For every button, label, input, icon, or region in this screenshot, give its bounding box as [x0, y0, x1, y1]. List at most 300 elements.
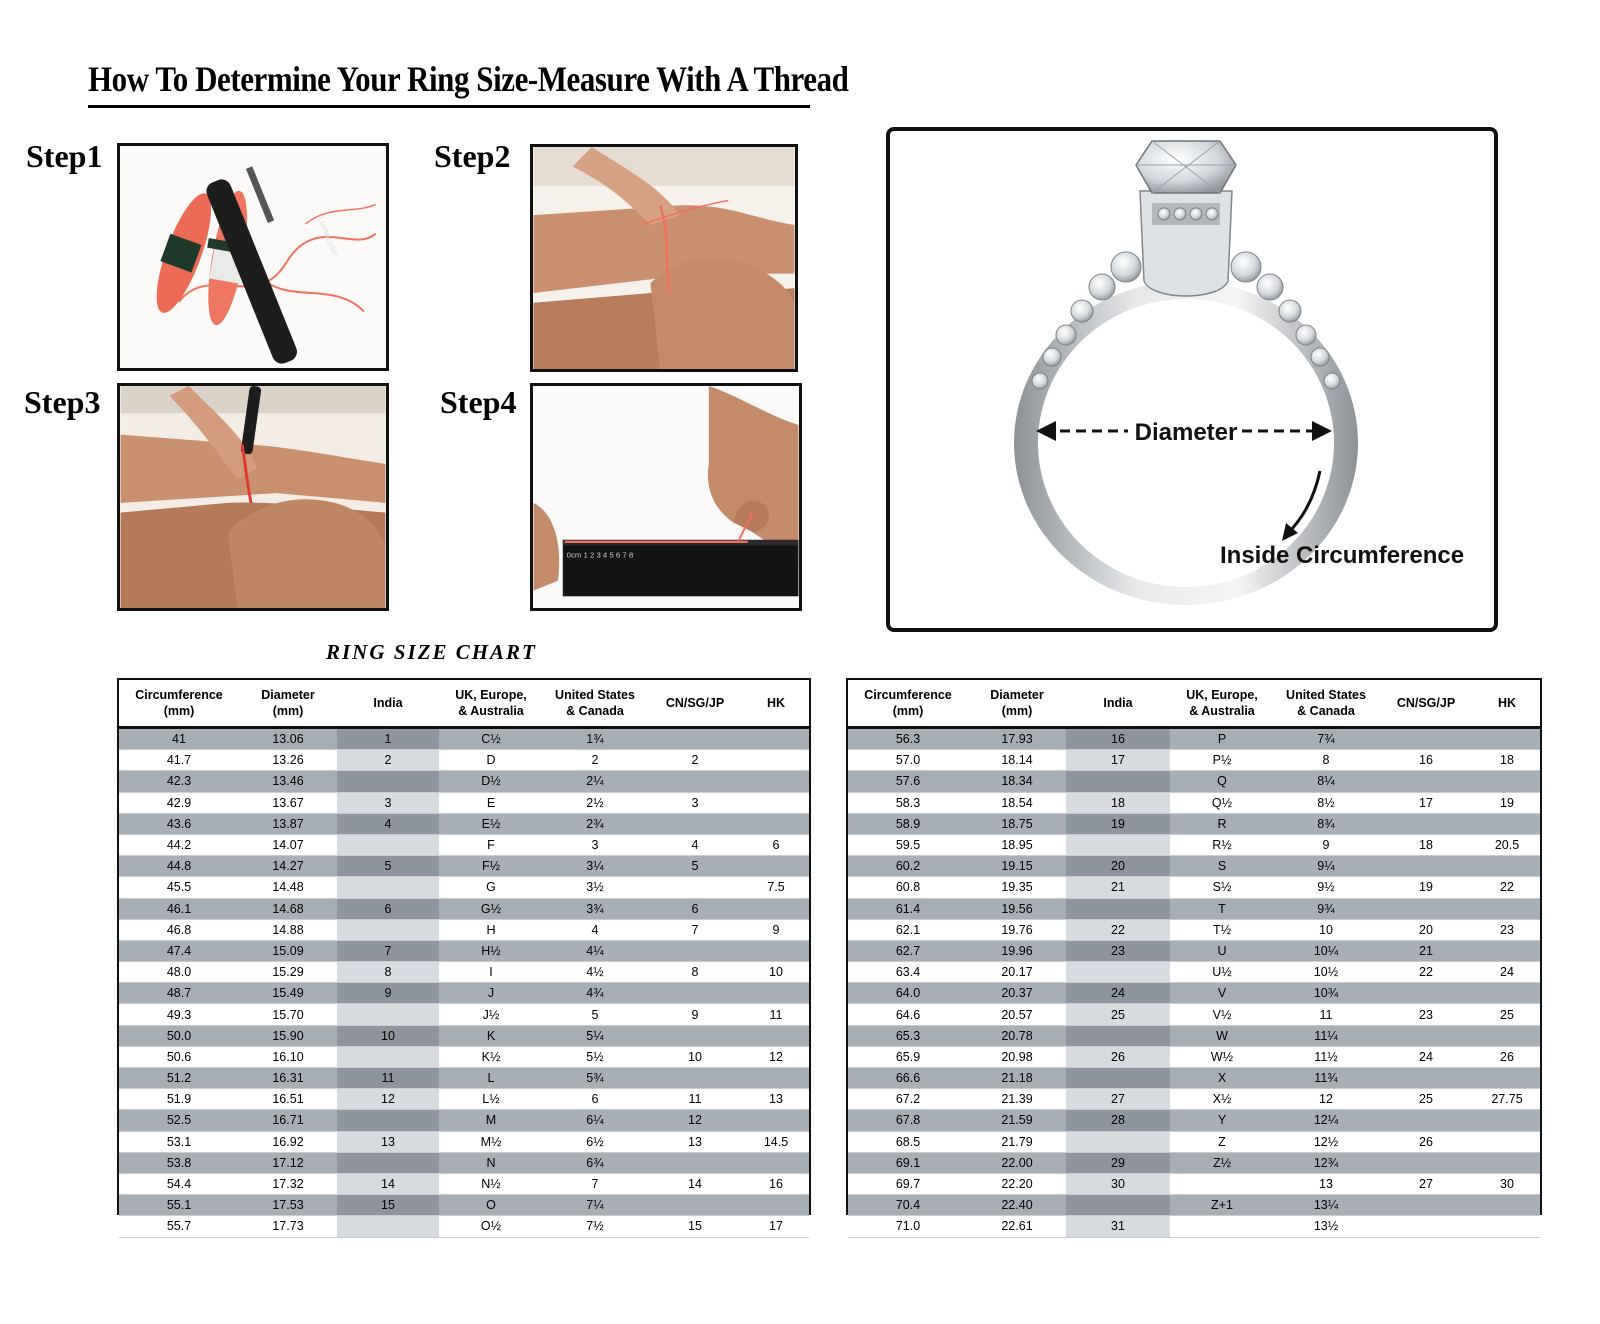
pen-brand-text: Lumocolor — [315, 215, 341, 258]
table-cell — [1378, 728, 1474, 750]
table-cell: 15.09 — [239, 940, 337, 961]
table-cell — [1474, 1216, 1540, 1237]
column-header — [337, 680, 439, 728]
table-cell: 13¼ — [1274, 1195, 1378, 1216]
table-cell: Z½ — [1170, 1152, 1274, 1173]
table-cell: 48.7 — [119, 983, 239, 1004]
page-title: How To Determine Your Ring Size-Measure With A Thread — [88, 59, 849, 99]
table-cell — [1474, 1195, 1540, 1216]
table-cell: 27 — [1066, 1089, 1170, 1110]
table-cell: R½ — [1170, 834, 1274, 855]
table-cell: 16.92 — [239, 1131, 337, 1152]
table-cell: 15.90 — [239, 1025, 337, 1046]
table-cell: E — [439, 792, 543, 813]
table-cell: 9¼ — [1274, 856, 1378, 877]
table-cell — [647, 877, 743, 898]
table-cell: 46.8 — [119, 919, 239, 940]
table-cell: K — [439, 1025, 543, 1046]
table-cell — [1378, 1152, 1474, 1173]
table-cell — [647, 728, 743, 750]
table-cell: 4¾ — [543, 983, 647, 1004]
table-cell: 20.78 — [968, 1025, 1066, 1046]
table-row — [848, 1195, 1540, 1216]
table-cell: 8 — [337, 962, 439, 983]
table-row — [848, 1131, 1540, 1152]
table-row — [848, 1173, 1540, 1194]
table-cell: W — [1170, 1025, 1274, 1046]
table-cell: 16 — [1378, 750, 1474, 771]
table-cell: Y — [1170, 1110, 1274, 1131]
table-cell — [743, 1068, 809, 1089]
table-cell: 11 — [647, 1089, 743, 1110]
table-cell: M½ — [439, 1131, 543, 1152]
table-cell — [1378, 983, 1474, 1004]
table-cell: Q½ — [1170, 792, 1274, 813]
table-cell: 64.6 — [848, 1004, 968, 1025]
table-cell: W½ — [1170, 1046, 1274, 1067]
table-row — [119, 771, 809, 792]
table-row — [848, 1025, 1540, 1046]
table-cell: 11 — [337, 1068, 439, 1089]
table-cell: 66.6 — [848, 1068, 968, 1089]
table-cell: 12 — [647, 1110, 743, 1131]
table-row — [119, 919, 809, 940]
table-cell: 8 — [1274, 750, 1378, 771]
table-cell — [337, 1216, 439, 1237]
table-cell: 45.5 — [119, 877, 239, 898]
table-cell: 20.37 — [968, 983, 1066, 1004]
column-header-line: (mm) — [272, 704, 304, 718]
table-cell: 24 — [1378, 1046, 1474, 1067]
table-cell: 67.8 — [848, 1110, 968, 1131]
table-cell: S — [1170, 856, 1274, 877]
table-cell — [647, 1195, 743, 1216]
table-cell: 22.20 — [968, 1173, 1066, 1194]
table-row — [848, 1046, 1540, 1067]
table-cell: 51.2 — [119, 1068, 239, 1089]
table-cell — [337, 1046, 439, 1067]
table-row — [119, 983, 809, 1004]
table-row — [119, 813, 809, 834]
table-cell: N — [439, 1152, 543, 1173]
table-cell: 7 — [337, 940, 439, 961]
table-cell: 16.10 — [239, 1046, 337, 1067]
table-cell: 22 — [1066, 919, 1170, 940]
ruler-scale-text: 0cm 1 2 3 4 5 6 7 8 — [566, 550, 634, 560]
table-cell: 16.71 — [239, 1110, 337, 1131]
table-cell: 6 — [647, 898, 743, 919]
table-cell — [1378, 1216, 1474, 1237]
table-cell: 22 — [1378, 962, 1474, 983]
table-cell: 19.35 — [968, 877, 1066, 898]
table-header-row — [848, 680, 1540, 728]
table-cell: 11 — [1274, 1004, 1378, 1025]
table-cell: 24 — [1066, 983, 1170, 1004]
table-cell — [1066, 1025, 1170, 1046]
step3-photo — [117, 383, 389, 611]
table-cell: 57.0 — [848, 750, 968, 771]
table-cell: 10 — [337, 1025, 439, 1046]
table-cell: 5½ — [543, 1046, 647, 1067]
table-cell: G½ — [439, 898, 543, 919]
table-cell — [647, 813, 743, 834]
column-header — [543, 680, 647, 728]
table-row — [119, 1068, 809, 1089]
table-cell — [337, 919, 439, 940]
table-cell — [1066, 1195, 1170, 1216]
table-cell: 14.48 — [239, 877, 337, 898]
table-row — [119, 1004, 809, 1025]
table-row — [119, 1025, 809, 1046]
step1-photo — [117, 143, 389, 371]
table-cell: 12¼ — [1274, 1110, 1378, 1131]
table-cell: C½ — [439, 728, 543, 750]
table-cell: 21.59 — [968, 1110, 1066, 1131]
column-header-line: UK, Europe, — [455, 688, 527, 702]
table-cell: 12½ — [1274, 1131, 1378, 1152]
table-cell: 6½ — [543, 1131, 647, 1152]
step4-label: Step4 — [440, 384, 517, 420]
column-header-line: (mm) — [163, 704, 195, 718]
table-cell: 60.2 — [848, 856, 968, 877]
table-cell: 20.17 — [968, 962, 1066, 983]
table-cell: 41.7 — [119, 750, 239, 771]
table-row — [848, 1216, 1540, 1237]
table-row — [848, 771, 1540, 792]
table-row — [848, 1152, 1540, 1173]
table-cell — [743, 750, 809, 771]
column-header-line: HK — [766, 696, 786, 710]
table-body — [848, 728, 1540, 1238]
table-cell: 11¼ — [1274, 1025, 1378, 1046]
table-row — [119, 877, 809, 898]
table-cell — [743, 728, 809, 750]
table-cell: X — [1170, 1068, 1274, 1089]
table-cell: 67.2 — [848, 1089, 968, 1110]
table-cell: 7¾ — [1274, 728, 1378, 750]
table-cell — [743, 1025, 809, 1046]
table-cell: Z+1 — [1170, 1195, 1274, 1216]
table-row — [119, 1152, 809, 1173]
table-cell: 21.79 — [968, 1131, 1066, 1152]
table-cell: 3¼ — [543, 856, 647, 877]
table-row — [119, 1046, 809, 1067]
table-cell — [1474, 771, 1540, 792]
table-cell — [1474, 728, 1540, 750]
table-cell: 9 — [1274, 834, 1378, 855]
table-cell: 11¾ — [1274, 1068, 1378, 1089]
table-cell: 23 — [1378, 1004, 1474, 1025]
table-cell: 53.1 — [119, 1131, 239, 1152]
table-cell: 21.18 — [968, 1068, 1066, 1089]
table-cell: 5¾ — [543, 1068, 647, 1089]
table-cell: R — [1170, 813, 1274, 834]
table-cell — [1474, 856, 1540, 877]
table-cell — [1474, 940, 1540, 961]
table-cell — [337, 1110, 439, 1131]
table-cell — [743, 1110, 809, 1131]
column-header — [1378, 680, 1474, 728]
table-body — [119, 728, 809, 1238]
table-cell — [1378, 1195, 1474, 1216]
table-row — [119, 834, 809, 855]
table-cell: 14.88 — [239, 919, 337, 940]
column-header-line: HK — [1497, 696, 1517, 710]
column-header-line: India — [373, 696, 403, 710]
table-cell — [647, 1025, 743, 1046]
table-cell: 19 — [1474, 792, 1540, 813]
table-cell: 30 — [1474, 1173, 1540, 1194]
column-header-line: CN/SG/JP — [1396, 696, 1456, 710]
ring-size-table-left — [117, 678, 811, 1234]
step4-photo — [530, 383, 802, 611]
table-row — [119, 898, 809, 919]
table-cell: 8¾ — [1274, 813, 1378, 834]
table-cell: K½ — [439, 1046, 543, 1067]
table-cell — [1474, 1068, 1540, 1089]
table-cell — [337, 877, 439, 898]
table-cell — [1474, 813, 1540, 834]
table-cell: 62.7 — [848, 940, 968, 961]
table-row — [119, 792, 809, 813]
table-cell: 14 — [647, 1173, 743, 1194]
table-cell: 52.5 — [119, 1110, 239, 1131]
table-cell: 42.9 — [119, 792, 239, 813]
table-cell: 6 — [543, 1089, 647, 1110]
column-header — [1170, 680, 1274, 728]
table-cell: 5¼ — [543, 1025, 647, 1046]
table-cell: 17.32 — [239, 1173, 337, 1194]
table-cell: 58.9 — [848, 813, 968, 834]
table-cell — [1066, 771, 1170, 792]
title-underline — [88, 105, 810, 108]
column-header-line: (mm) — [892, 704, 924, 718]
table-row — [848, 1089, 1540, 1110]
table-cell: 68.5 — [848, 1131, 968, 1152]
table-cell: 59.5 — [848, 834, 968, 855]
table-row — [848, 750, 1540, 771]
table-cell: 16.51 — [239, 1089, 337, 1110]
diameter-label: Diameter — [1134, 419, 1238, 446]
table-cell: 13½ — [1274, 1216, 1378, 1237]
table-cell: 13.06 — [239, 728, 337, 750]
table-cell: 25 — [1474, 1004, 1540, 1025]
column-header-line: United States — [1286, 688, 1366, 702]
table-cell — [1066, 834, 1170, 855]
table-cell: 6 — [337, 898, 439, 919]
table-row — [848, 983, 1540, 1004]
table-cell: 26 — [1474, 1046, 1540, 1067]
measuring-thread-with-ruler-illustration — [533, 386, 799, 608]
table-cell — [743, 1152, 809, 1173]
table-cell: 58.3 — [848, 792, 968, 813]
table-cell: 5 — [543, 1004, 647, 1025]
table-cell: H½ — [439, 940, 543, 961]
table-cell: V½ — [1170, 1004, 1274, 1025]
table-cell: 14 — [337, 1173, 439, 1194]
table-cell: 12 — [337, 1089, 439, 1110]
column-header — [647, 680, 743, 728]
table-cell: 5 — [647, 856, 743, 877]
table-cell: M — [439, 1110, 543, 1131]
table-cell: 21.39 — [968, 1089, 1066, 1110]
circumference-label: Inside Circumference — [1220, 542, 1465, 569]
table-cell — [337, 834, 439, 855]
table-cell: 10 — [647, 1046, 743, 1067]
table-cell: L½ — [439, 1089, 543, 1110]
table-cell — [743, 1195, 809, 1216]
table-cell: 14.5 — [743, 1131, 809, 1152]
table-cell: Q — [1170, 771, 1274, 792]
thread-and-pen-illustration — [120, 146, 386, 368]
table-cell: 1 — [337, 728, 439, 750]
table-cell: N½ — [439, 1173, 543, 1194]
table-cell: V — [1170, 983, 1274, 1004]
table-cell: X½ — [1170, 1089, 1274, 1110]
table-cell: 7.5 — [743, 877, 809, 898]
table-cell: 2¼ — [543, 771, 647, 792]
table-cell: 19.76 — [968, 919, 1066, 940]
ring-diagram-panel — [886, 127, 1498, 632]
column-header-line: Circumference — [864, 688, 952, 702]
table-cell: 6¾ — [543, 1152, 647, 1173]
table-cell: 27 — [1378, 1173, 1474, 1194]
table-cell: 19.15 — [968, 856, 1066, 877]
table-cell: D — [439, 750, 543, 771]
table-cell: 31 — [1066, 1216, 1170, 1237]
table-cell: 4½ — [543, 962, 647, 983]
column-header — [439, 680, 543, 728]
table-cell: 4¼ — [543, 940, 647, 961]
column-header-line: & Australia — [458, 704, 524, 718]
step2-photo — [530, 144, 798, 372]
table-cell — [1066, 898, 1170, 919]
table-row — [848, 728, 1540, 750]
table-row — [848, 1110, 1540, 1131]
table-row — [119, 856, 809, 877]
column-header-line: & Australia — [1189, 704, 1255, 718]
table-cell: 44.8 — [119, 856, 239, 877]
table-cell: 5 — [337, 856, 439, 877]
table-cell: 16.31 — [239, 1068, 337, 1089]
table-cell: 20 — [1378, 919, 1474, 940]
table-cell: 30 — [1066, 1173, 1170, 1194]
table-cell — [337, 771, 439, 792]
table-cell: 18.95 — [968, 834, 1066, 855]
table-cell: 12 — [1274, 1089, 1378, 1110]
table-cell: 17.12 — [239, 1152, 337, 1173]
table-cell: 19 — [1066, 813, 1170, 834]
table-cell: 8¼ — [1274, 771, 1378, 792]
table-cell: 4 — [337, 813, 439, 834]
table-cell: 13.46 — [239, 771, 337, 792]
table-cell: 11½ — [1274, 1046, 1378, 1067]
table-cell: 2 — [647, 750, 743, 771]
table-cell — [743, 771, 809, 792]
table-cell: 64.0 — [848, 983, 968, 1004]
table-cell — [1474, 983, 1540, 1004]
table-cell: 22.61 — [968, 1216, 1066, 1237]
table-cell — [1066, 1131, 1170, 1152]
table-cell: 41 — [119, 728, 239, 750]
table-cell — [743, 983, 809, 1004]
table-cell: 69.1 — [848, 1152, 968, 1173]
table-cell: 71.0 — [848, 1216, 968, 1237]
table-cell: 7 — [647, 919, 743, 940]
table-row — [119, 750, 809, 771]
table-cell: 9½ — [1274, 877, 1378, 898]
table-cell: 14.68 — [239, 898, 337, 919]
table-cell: 4 — [543, 919, 647, 940]
table-cell — [647, 1152, 743, 1173]
table-cell: U½ — [1170, 962, 1274, 983]
table-row — [119, 1131, 809, 1152]
table-cell: 17 — [1066, 750, 1170, 771]
table-cell — [647, 771, 743, 792]
table-cell: 21 — [1066, 877, 1170, 898]
table-cell: 54.4 — [119, 1173, 239, 1194]
table-cell: 9 — [337, 983, 439, 1004]
column-header — [239, 680, 337, 728]
table-cell — [1474, 1152, 1540, 1173]
table-cell: 15.70 — [239, 1004, 337, 1025]
table-cell: 24 — [1474, 962, 1540, 983]
table-cell — [743, 940, 809, 961]
column-header — [848, 680, 968, 728]
table-cell: 55.7 — [119, 1216, 239, 1237]
table-cell: E½ — [439, 813, 543, 834]
table-cell: 44.2 — [119, 834, 239, 855]
table-cell: 7½ — [543, 1216, 647, 1237]
column-header-line: CN/SG/JP — [665, 696, 725, 710]
table-cell — [1170, 1216, 1274, 1237]
table-cell: 2 — [337, 750, 439, 771]
table-cell: 7¼ — [543, 1195, 647, 1216]
table-cell: 6 — [743, 834, 809, 855]
table-cell: 13 — [337, 1131, 439, 1152]
table-cell: 23 — [1066, 940, 1170, 961]
table-row — [119, 728, 809, 750]
table-cell: 3½ — [543, 877, 647, 898]
table-cell — [1170, 1173, 1274, 1194]
table-cell: 49.3 — [119, 1004, 239, 1025]
table-cell: F — [439, 834, 543, 855]
table-cell: L — [439, 1068, 543, 1089]
table-cell: 51.9 — [119, 1089, 239, 1110]
table-cell: 65.9 — [848, 1046, 968, 1067]
step3-label: Step3 — [24, 384, 101, 420]
table-cell — [647, 940, 743, 961]
ring-size-table-right — [846, 678, 1542, 1234]
table-cell: 65.3 — [848, 1025, 968, 1046]
table-cell: 19.96 — [968, 940, 1066, 961]
table-cell — [1378, 1025, 1474, 1046]
table-cell: 18 — [1066, 792, 1170, 813]
column-header — [743, 680, 809, 728]
table-cell — [743, 856, 809, 877]
table-cell: 9 — [647, 1004, 743, 1025]
table-row — [119, 962, 809, 983]
table-row — [848, 919, 1540, 940]
table-cell: 4 — [647, 834, 743, 855]
table-cell: 62.1 — [848, 919, 968, 940]
table-cell: 20.5 — [1474, 834, 1540, 855]
table-cell: 17.53 — [239, 1195, 337, 1216]
table-cell: I — [439, 962, 543, 983]
column-header-line: UK, Europe, — [1186, 688, 1258, 702]
table-cell — [743, 792, 809, 813]
table-cell: 48.0 — [119, 962, 239, 983]
